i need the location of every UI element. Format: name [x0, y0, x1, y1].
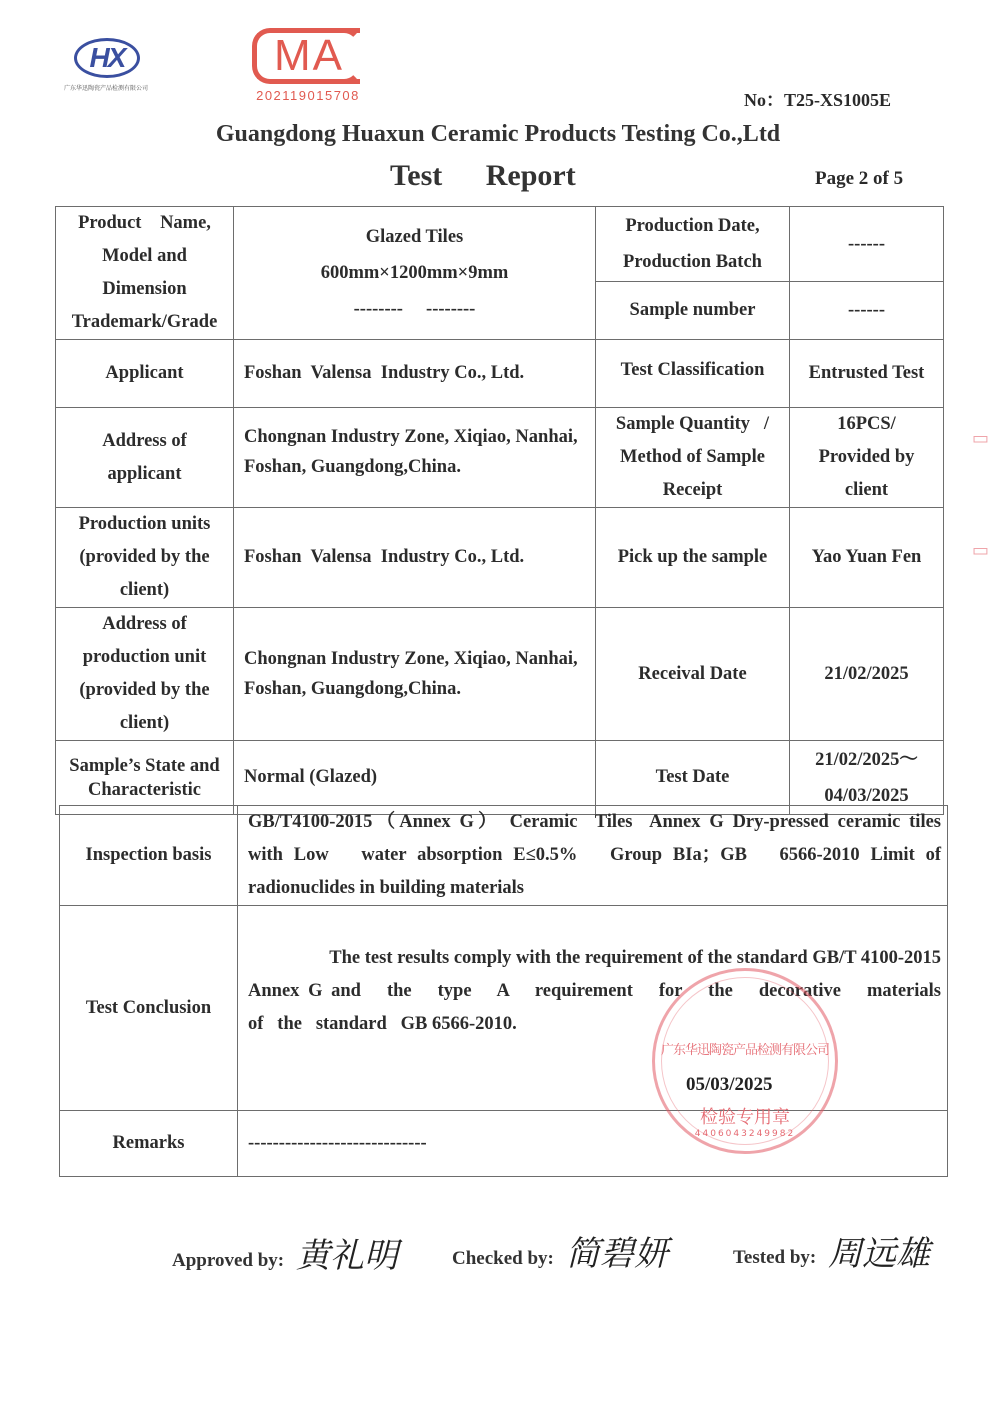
report-number: No：T25-XS1005E	[744, 90, 892, 110]
test-conclusion-line: The test results comply with the requirement of the standard GB/T 4100-2015	[329, 948, 941, 968]
address-production-label-line: Address of	[102, 614, 187, 634]
sample-quantity-label	[596, 408, 790, 508]
test-date-start: 21/02/2025～	[815, 749, 918, 770]
hx-logo-caption: 广东华迅陶瓷产品检测有限公司	[64, 85, 149, 92]
remarks-label: Remarks	[60, 1111, 238, 1177]
address-production-label	[56, 608, 234, 741]
inspection-basis-value	[238, 806, 948, 906]
product-dimension: 600mm×1200mm×9mm	[320, 263, 509, 283]
test-classification-label: Test Classification	[596, 340, 790, 408]
receival-date-value: 21/02/2025	[790, 608, 944, 741]
address-applicant-label-line: Address of	[102, 430, 187, 451]
address-applicant-line: Foshan, Guangdong,China.	[244, 457, 461, 477]
sample-quantity-label-line: Receipt	[662, 480, 723, 500]
production-units-value: Foshan Valensa Industry Co., Ltd.	[234, 508, 596, 608]
test-classification-value: Entrusted Test	[790, 340, 944, 408]
cma-number: 202119015708	[256, 88, 360, 103]
production-units-label	[56, 508, 234, 608]
page-number: Page 2 of 5	[815, 168, 904, 189]
product-label-line: Product Name,	[78, 213, 211, 233]
sample-number-label: Sample number	[596, 282, 790, 340]
seal-number: 4406043249982	[694, 1129, 796, 1139]
inspection-basis-label: Inspection basis	[60, 806, 238, 906]
sample-state-value: Normal (Glazed)	[234, 741, 596, 815]
remarks-value: -----------------------------	[238, 1111, 948, 1177]
seal-center-text: 检验专用章	[700, 1107, 790, 1128]
sample-quantity-label-line: Method of Sample	[620, 447, 765, 467]
sample-state-label	[56, 741, 234, 815]
production-date-value: ------	[790, 207, 944, 282]
sample-quantity-line: client	[844, 480, 889, 500]
edge-seal-fragment-bottom-icon: ▭	[972, 540, 990, 561]
product-label-line: Dimension	[102, 279, 187, 299]
pick-up-label: Pick up the sample	[596, 508, 790, 608]
conclusion-date: 05/03/2025	[686, 1074, 773, 1095]
product-label	[56, 207, 234, 340]
report-title: Test Report	[390, 159, 576, 192]
product-trademark: -------- --------	[353, 299, 476, 319]
address-production-label-line: (provided by the	[79, 680, 210, 700]
test-date-value	[790, 741, 944, 815]
production-units-label-line: client)	[119, 580, 170, 600]
product-name: Glazed Tiles	[365, 227, 464, 247]
address-applicant-label	[56, 408, 234, 508]
applicant-value: Foshan Valensa Industry Co., Ltd.	[234, 340, 596, 408]
production-date-label	[596, 207, 790, 282]
address-production-label-line: client)	[119, 713, 170, 733]
seal-ring-text: 广东华迅陶瓷产品检测有限公司	[660, 1043, 829, 1058]
production-date-label-line: Production Date,	[625, 216, 760, 237]
product-label-line: Model and	[102, 246, 187, 266]
checked-by-label: Checked by:	[452, 1248, 554, 1269]
inspection-basis-line: GB/T4100-2015（Annex G） Ceramic Tiles Annex G Dry-pressed ceramic tiles	[248, 812, 941, 832]
tested-by-signature: 周远雄	[828, 1234, 930, 1274]
inspection-basis-line: radionuclides in building materials	[248, 878, 525, 898]
approved-by-signature: 黄礼明	[296, 1236, 398, 1276]
address-production-line: Chongnan Industry Zone, Xiqiao, Nanhai,	[244, 649, 578, 669]
address-production-label-line: production unit	[82, 647, 207, 667]
product-label-line: Trademark/Grade	[71, 312, 218, 332]
production-units-label-line: (provided by the	[79, 547, 210, 567]
conclusion-table	[59, 805, 948, 1177]
test-conclusion-line: of the standard GB 6566-2010.	[248, 1014, 517, 1034]
address-applicant-line: Chongnan Industry Zone, Xiqiao, Nanhai,	[244, 427, 578, 447]
production-date-label-line: Production Batch	[623, 252, 762, 273]
test-date-label: Test Date	[596, 741, 790, 815]
product-value	[234, 207, 596, 340]
sample-quantity-label-line: Sample Quantity /	[615, 414, 770, 434]
hx-logo	[60, 36, 160, 96]
pick-up-value: Yao Yuan Fen	[790, 508, 944, 608]
address-production-value	[234, 608, 596, 741]
company-name: Guangdong Huaxun Ceramic Products Testing Co.,Ltd	[215, 121, 781, 147]
sample-quantity-line: 16PCS/	[837, 414, 896, 434]
production-units-label-line: Production units	[78, 514, 211, 534]
checked-by-signature: 简碧妍	[566, 1234, 668, 1274]
applicant-label: Applicant	[56, 340, 234, 408]
inspection-basis-line: with Low water absorption E≤0.5% Group BIa；GB 6566-2010 Limit of	[248, 845, 941, 865]
sample-number-value: ------	[790, 282, 944, 340]
test-conclusion-line: Annex G and the type A requirement for the decorative materials	[248, 981, 941, 1001]
sample-state-label-line: Characteristic	[87, 779, 201, 800]
sample-quantity-value	[790, 408, 944, 508]
address-applicant-label-line: applicant	[107, 463, 182, 484]
test-conclusion-label: Test Conclusion	[60, 906, 238, 1111]
address-production-line: Foshan, Guangdong,China.	[244, 679, 461, 699]
cma-logo	[252, 24, 364, 104]
address-applicant-value	[234, 408, 596, 508]
sample-quantity-line: Provided by	[818, 447, 915, 467]
hx-logo-letters: HX	[89, 42, 125, 73]
receival-date-label: Receival Date	[596, 608, 790, 741]
cma-letters: MA	[274, 31, 344, 80]
sample-state-label-line: Sample’s State and	[69, 755, 220, 776]
approved-by-label: Approved by:	[172, 1250, 285, 1271]
tested-by-label: Tested by:	[733, 1247, 817, 1268]
test-date-end: 04/03/2025	[824, 785, 909, 806]
edge-seal-fragment-top-icon: ▭	[972, 428, 990, 449]
test-conclusion-value	[238, 906, 948, 1111]
info-table	[55, 206, 944, 815]
